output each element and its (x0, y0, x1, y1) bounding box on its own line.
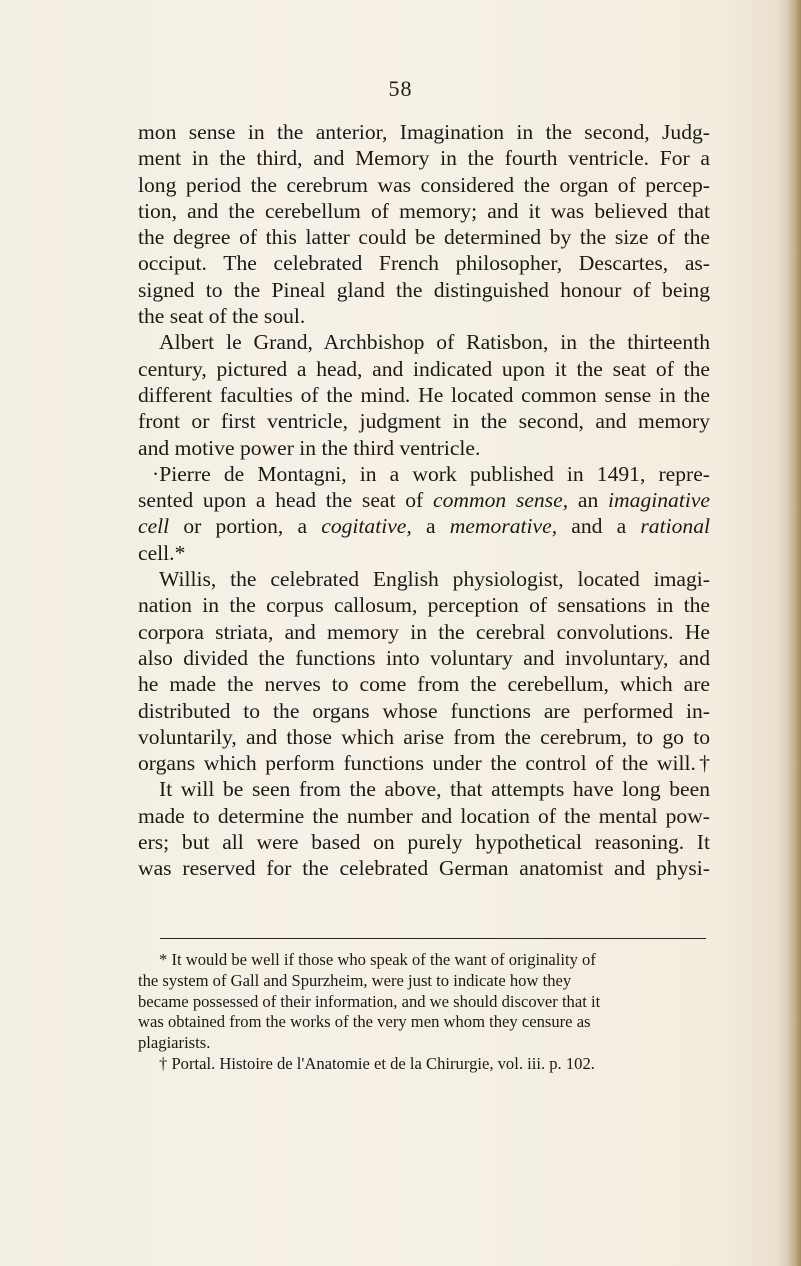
italic-term: memorative, (449, 514, 558, 539)
italic-term: cell (138, 514, 170, 539)
italic-term: rational (640, 514, 710, 539)
text-line: century, pictured a head, and indicated upon it the seat of the (138, 356, 710, 381)
page-edge-shadow (787, 0, 801, 1266)
text-line: mon sense in the anterior, Imagination in the second, Judg- (138, 120, 710, 144)
text-line: corpora striata, and memory in the cerebral convolutions. He (138, 619, 710, 644)
text-line: also divided the functions into voluntary and involuntary, and (138, 645, 710, 670)
footnotes (138, 950, 710, 1075)
text-line: It will be seen from the above, that attempts have long been (159, 777, 710, 802)
footnote-line: was obtained from the works of the very men whom they censure as (138, 1012, 591, 1032)
text-span: or portion, a (169, 514, 322, 539)
text-line: the degree of this latter could be determined by the size of the (138, 225, 710, 250)
text-span: sented upon a head the seat of (138, 488, 434, 513)
text-line: distributed to the organs whose functions are performed in- (138, 698, 710, 723)
text-line: ·Pierre de Montagni, in a work published in 1491, repre- (152, 461, 710, 486)
footnote-line: became possessed of their information, and we should discover that it (138, 991, 601, 1011)
body-text (138, 119, 710, 882)
text-line: nation in the corpus callosum, perception of sensations in the (138, 593, 710, 618)
footnote-line: † Portal. Histoire de l'Anatomie et de la Chirurgie, vol. iii. p. 102. (159, 1053, 595, 1073)
italic-term: cogitative, (321, 514, 412, 539)
text-line: Albert le Grand, Archbishop of Ratisbon, in the thirteenth (159, 330, 710, 355)
text-line: tion, and the cerebellum of memory; and it was believed that (138, 198, 710, 223)
footnote-divider (160, 938, 706, 939)
footnote-line: the system of Gall and Spurzheim, were just to indicate how they (138, 970, 572, 990)
text-line: he made the nerves to come from the cerebellum, which are (138, 672, 710, 697)
italic-term: imaginative (608, 488, 710, 513)
text-line: ment in the third, and Memory in the fourth ventricle. For a (138, 146, 710, 171)
italic-term: common sense, (433, 488, 569, 513)
text-span: and a (557, 514, 641, 539)
footnote-line: * It would be well if those who speak of the want of originality of (159, 950, 596, 969)
text-line: long period the cerebrum was considered the organ of percep- (138, 172, 710, 197)
text-line: and motive power in the third ventricle. (138, 435, 481, 460)
text-line: different faculties of the mind. He located common sense in the (138, 382, 710, 407)
page-number: 58 (388, 76, 413, 101)
text-line: ers; but all were based on purely hypothetical reasoning. It (138, 830, 710, 855)
text-line: Willis, the celebrated English physiologist, located imagi- (159, 567, 710, 592)
footnote-line: plagiarists. (138, 1033, 211, 1053)
text-line (138, 487, 710, 513)
text-span: an (568, 488, 609, 513)
text-line: occiput. The celebrated French philosopher, Descartes, as- (138, 251, 710, 276)
text-line: cell.* (138, 540, 186, 565)
text-line: the seat of the soul. (138, 304, 306, 329)
text-line: was reserved for the celebrated German anatomist and physi- (138, 856, 710, 881)
text-line: organs which perform functions under the control of the will.† (138, 751, 710, 776)
text-line (138, 513, 710, 539)
text-line: signed to the Pineal gland the distinguished honour of being (138, 277, 710, 302)
text-line: front or first ventricle, judgment in the second, and memory (138, 409, 710, 434)
text-line: voluntarily, and those which arise from the cerebrum, to go to (138, 724, 710, 749)
text-line: made to determine the number and location of the mental pow- (138, 803, 710, 828)
text-span: a (411, 514, 450, 539)
